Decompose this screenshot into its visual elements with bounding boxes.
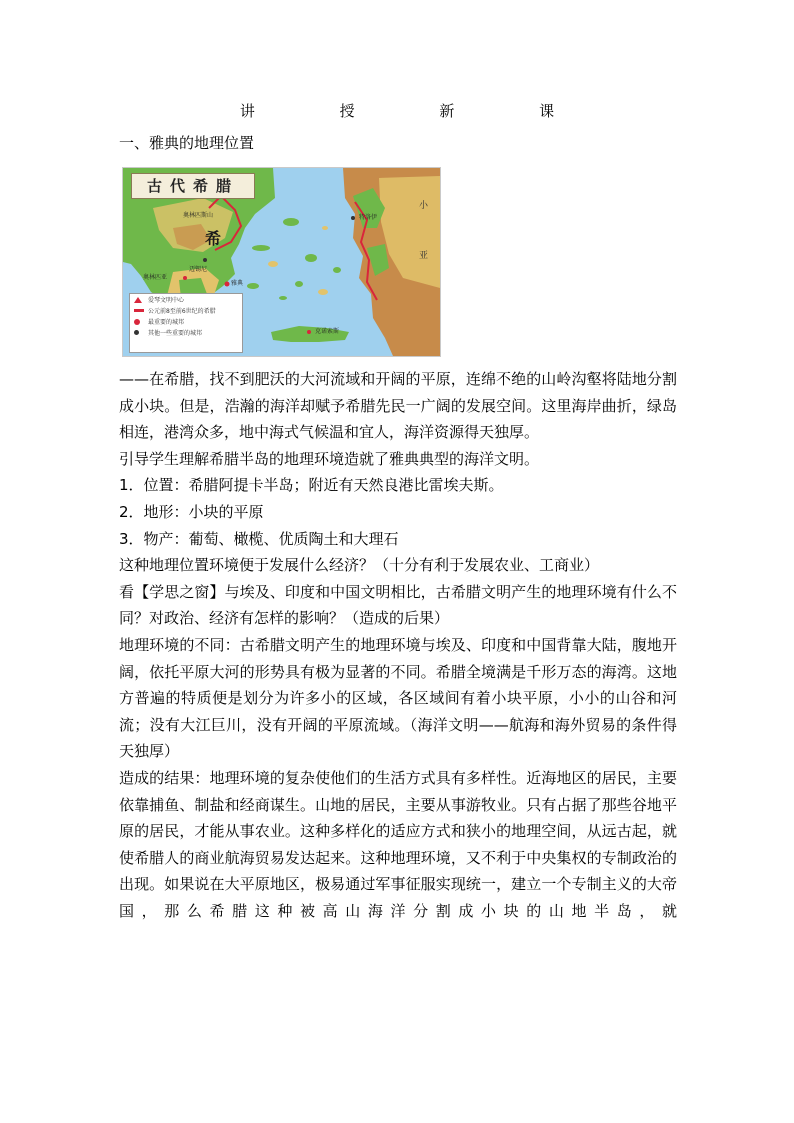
map-label-athens: 雅典: [231, 280, 244, 287]
map-label-olympus: 奥林匹斯山: [183, 212, 214, 219]
map-label-crete: 克诺索斯: [315, 328, 340, 335]
paragraph-difference: 地理环境的不同：古希腊文明产生的地理环境与埃及、印度和中国背靠大陆，腹地开阔，依托平原大河的形势具有极为显著的不同。希腊全境满是千形万态的海湾。这地方普遍的特质便是划分为许多小的区域，各区域间有着小块平原，小小的山谷和河流；没有大江巨川，没有开阔的平原流域。（海洋文明——航海和海外贸易的条件得天独厚）: [119, 635, 677, 761]
map-label-mycenae: 迈锡尼: [189, 266, 208, 273]
paragraph-compare: 看【学思之窗】与埃及、印度和中国文明相比，古希腊文明产生的地理环境有什么不同？对政治、经济有怎样的影响？（造成的后果）: [119, 582, 677, 628]
map-label-troy: 特洛伊: [359, 214, 378, 221]
legend-item: [130, 294, 242, 305]
map-label-greece: 希: [205, 229, 222, 248]
legend-label: 最重要的城邦: [148, 319, 185, 326]
legend-item: [130, 305, 242, 316]
ancient-greece-map: [122, 167, 441, 357]
paragraph-question: 这种地理位置环境便于发展什么经济？（十分有利于发展农业、工商业）: [119, 556, 600, 575]
legend-label: 爱琴文明中心: [148, 297, 185, 304]
triangle-icon: [134, 297, 142, 303]
list-item-location: 1．位置：希腊阿提卡半岛；附近有天然良港比雷埃夫斯。: [119, 476, 504, 495]
legend-item: [130, 316, 242, 327]
major-city-icon: [134, 319, 140, 325]
legend-item: [130, 327, 242, 338]
legend-label: 公元前8至前6世纪的希腊: [148, 308, 216, 315]
paragraph-result: 造成的结果：地理环境的复杂使他们的生活方式具有多样性。近海地区的居民，主要依靠捕鱼、制盐和经商谋生。山地的居民，主要从事游牧业。只有占据了那些谷地平原的居民，才能从事农业。这种多样化的适应方式和狭小的地理空间，从远古起，就使希腊人的商业航海贸易发达起来。这种地理环境，又不利于中央集权的专制政治的出现。如果说在大平原地区，极易通过军事征服实现统一，建立一个专制主义的大帝国，那么希腊这种被高山海洋分割成小块的山地半岛，就: [119, 768, 677, 920]
lesson-body: [119, 366, 677, 924]
page-title: 讲 授 新 课: [239, 102, 595, 120]
paragraph-guidance: 引导学生理解希腊半岛的地理环境造就了雅典典型的海洋文明。: [119, 449, 540, 468]
map-label-minor: 小: [419, 201, 429, 211]
map-legend: [129, 293, 243, 353]
paragraph-intro: ——在希腊，找不到肥沃的大河流域和开阔的平原，连绵不绝的山岭沟壑将陆地分割成小块。但是，浩瀚的海洋却赋予希腊先民一广阔的发展空间。这里海岸曲折，绿岛相连，港湾众多，地中海式气候温和宜人，海洋资源得天独厚。: [119, 370, 677, 442]
list-item-terrain: 2．地形：小块的平原: [119, 502, 264, 521]
list-item-products: 3．物产：葡萄、橄榄、优质陶土和大理石: [119, 529, 399, 548]
map-title: 古代希腊: [131, 173, 255, 199]
map-label-asia: 亚: [419, 251, 429, 261]
section-heading: 一、雅典的地理位置: [119, 134, 255, 152]
route-line-icon: [134, 309, 144, 312]
map-label-olympia: 奥林匹亚: [143, 274, 168, 281]
minor-city-icon: [134, 330, 139, 335]
legend-label: 其他一些重要的城邦: [148, 330, 203, 337]
